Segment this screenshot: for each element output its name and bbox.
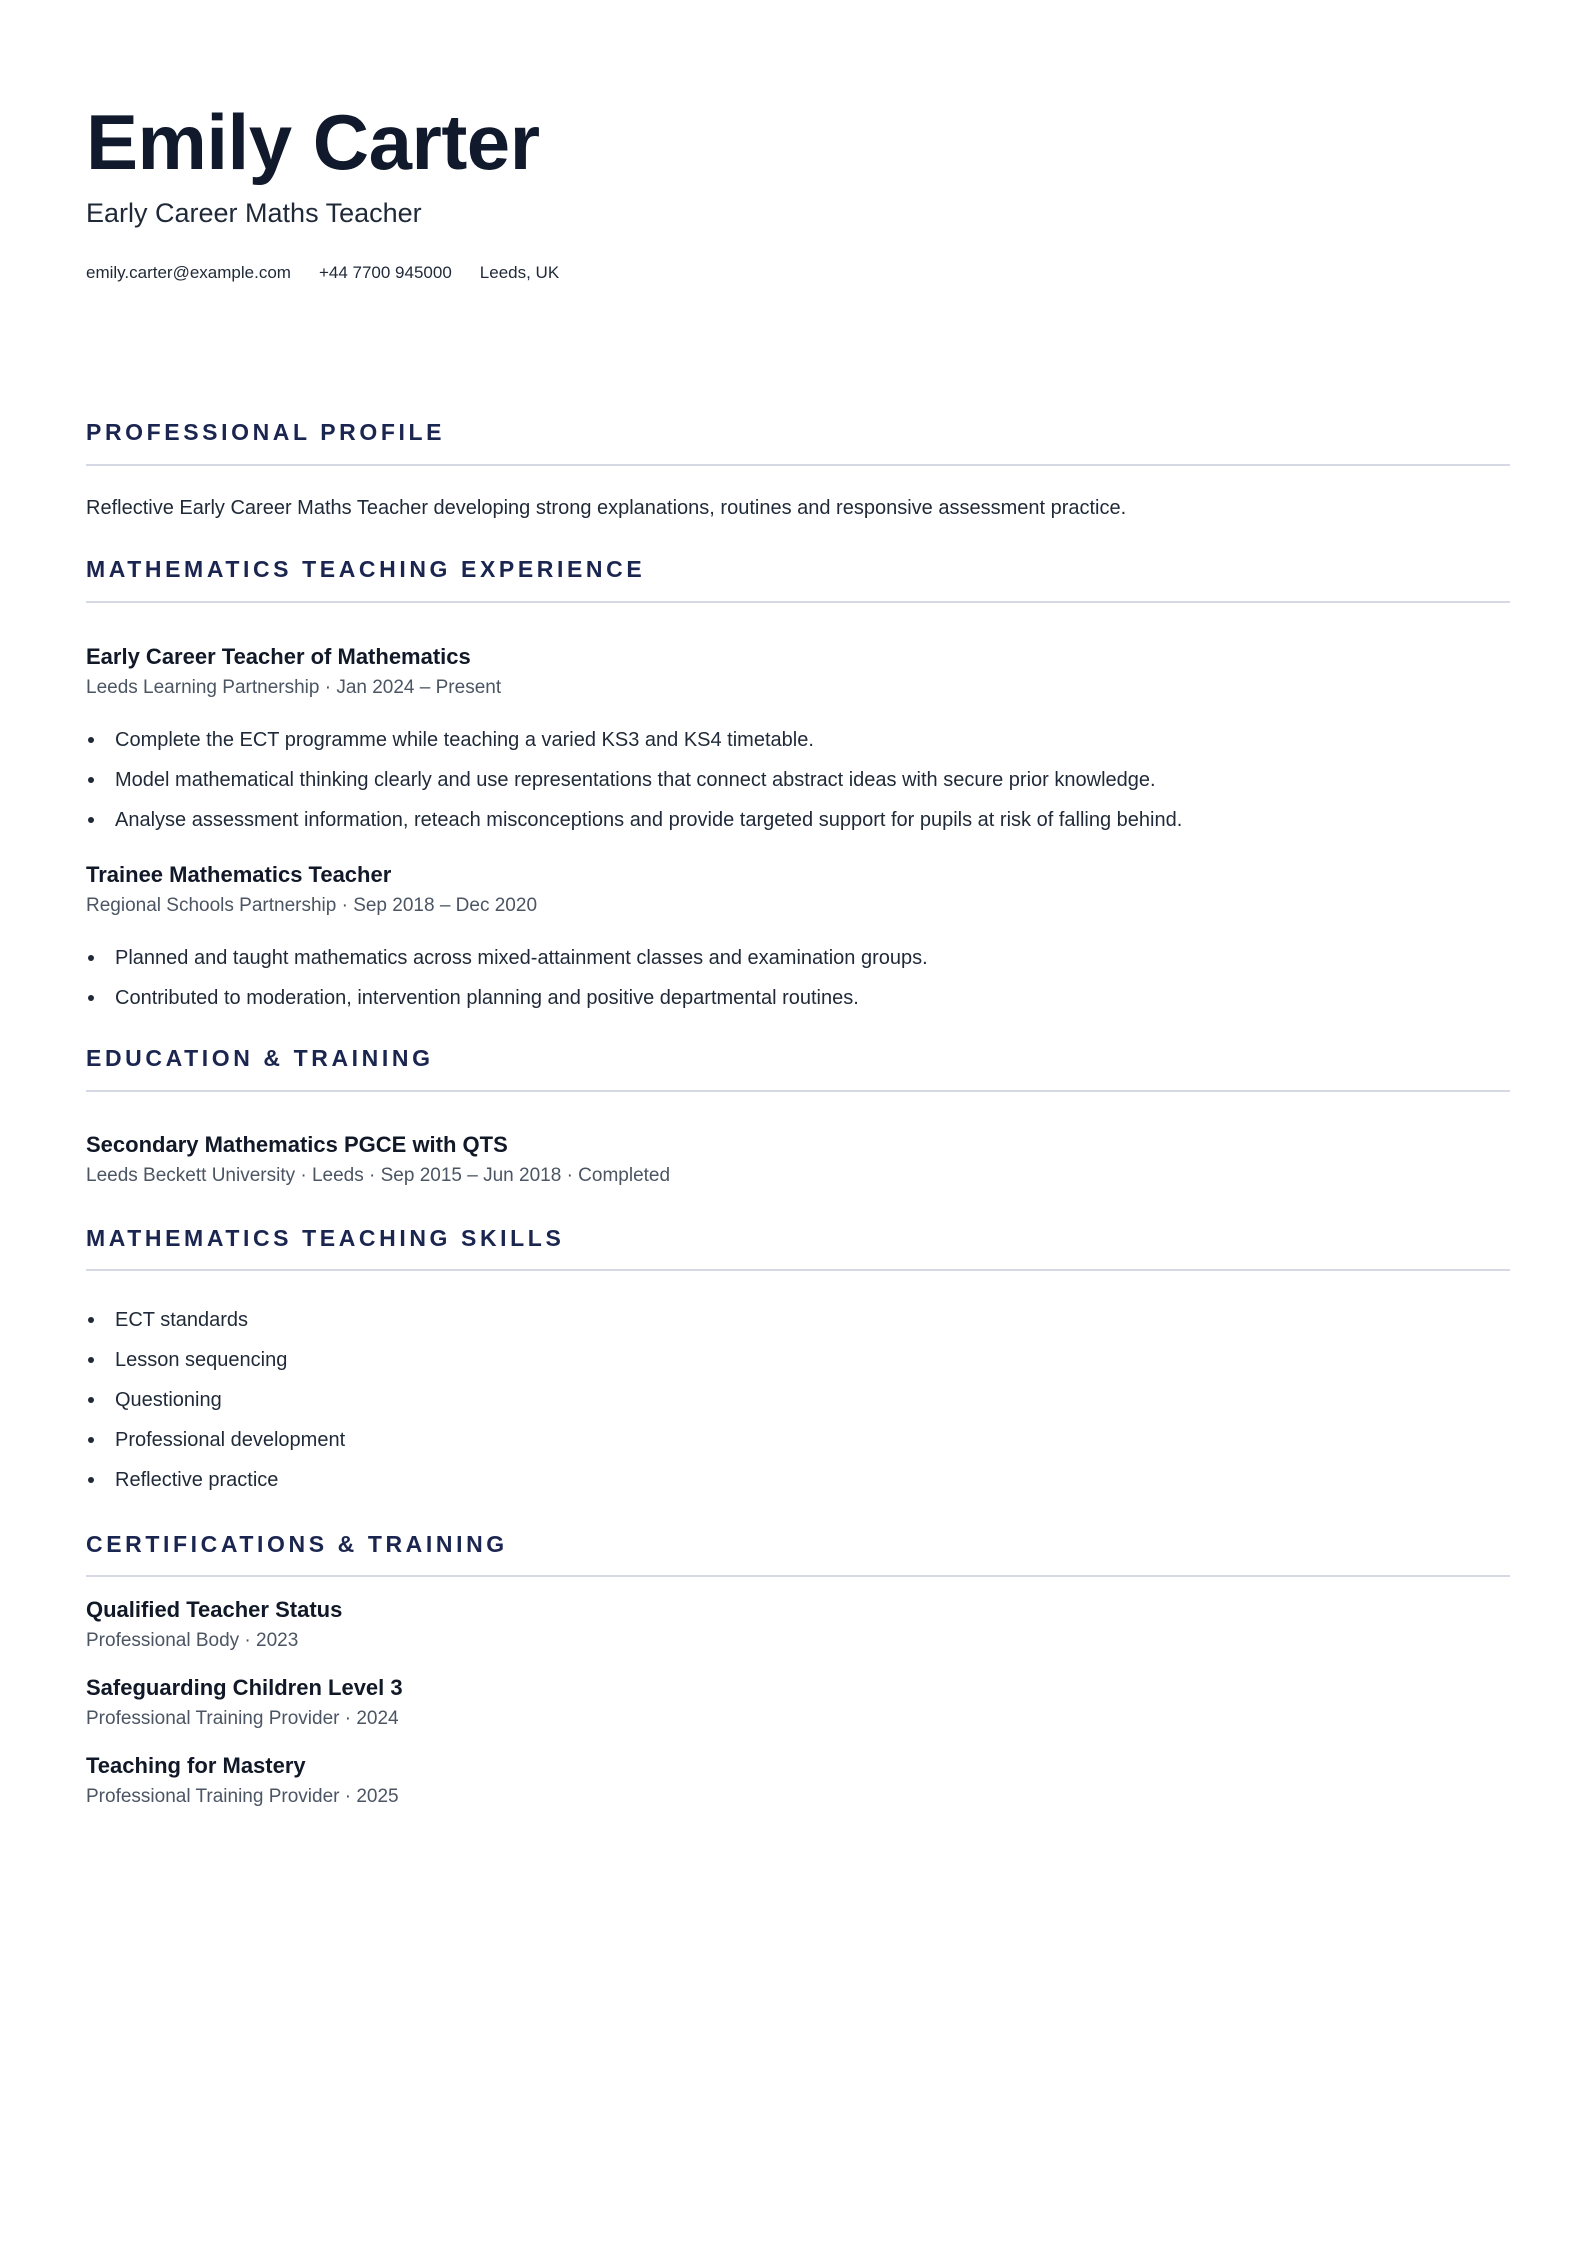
section-divider [86, 601, 1510, 603]
bullet-text: Analyse assessment information, reteach misconceptions and provide targeted support for pupils at risk of falling behind. [115, 809, 1183, 831]
skill-text: Lesson sequencing [115, 1349, 288, 1371]
candidate-title: Early Career Maths Teacher [86, 198, 422, 228]
job-title: Trainee Mathematics Teacher [86, 862, 392, 887]
bullet-icon [88, 995, 94, 1001]
section-heading-skills: MATHEMATICS TEACHING SKILLS [86, 1225, 565, 1251]
bullet-icon [88, 1477, 94, 1483]
skill-text: Questioning [115, 1389, 222, 1411]
list-item [86, 984, 928, 1024]
list-item [86, 806, 1182, 846]
education-details: Leeds Beckett University · Leeds · Sep 2015 – Jun 2018 · Completed [86, 1165, 671, 1186]
job-title: Early Career Teacher of Mathematics [86, 644, 471, 669]
section-divider [86, 1090, 1510, 1092]
contact-row [86, 262, 559, 284]
certification-details: Professional Training Provider · 2025 [86, 1786, 399, 1807]
section-heading-education: EDUCATION & TRAINING [86, 1045, 434, 1071]
list-item [86, 1426, 345, 1466]
contact-email[interactable]: emily.carter@example.com [86, 263, 291, 282]
bullet-icon [88, 955, 94, 961]
section-heading-certifications: CERTIFICATIONS & TRAINING [86, 1531, 508, 1557]
bullet-text: Planned and taught mathematics across mixed-attainment classes and examination groups. [115, 947, 928, 969]
bullet-icon [88, 817, 94, 823]
education-title: Secondary Mathematics PGCE with QTS [86, 1132, 508, 1157]
list-item [86, 1346, 345, 1386]
contact-phone[interactable]: +44 7700 945000 [318, 263, 452, 282]
bullet-icon [88, 737, 94, 743]
certification-details: Professional Body · 2023 [86, 1630, 299, 1651]
skill-text: Professional development [115, 1429, 346, 1451]
certification-details: Professional Training Provider · 2024 [86, 1708, 399, 1729]
list-item [86, 726, 1182, 766]
bullet-icon [88, 1317, 94, 1323]
certification-title: Qualified Teacher Status [86, 1597, 343, 1622]
list-item [86, 1386, 345, 1426]
bullet-text: Contributed to moderation, intervention planning and positive departmental routines. [115, 987, 859, 1009]
certification-title: Safeguarding Children Level 3 [86, 1675, 403, 1700]
bullet-icon [88, 1357, 94, 1363]
job-employer-dates: Regional Schools Partnership · Sep 2018 – Dec 2020 [86, 895, 538, 916]
bullet-text: Complete the ECT programme while teaching a varied KS3 and KS4 timetable. [115, 729, 814, 751]
bullet-icon [88, 1397, 94, 1403]
skill-text: Reflective practice [115, 1469, 279, 1491]
bullet-text: Model mathematical thinking clearly and use representations that connect abstract ideas with secure prior knowledge. [115, 769, 1156, 791]
list-item [86, 944, 928, 984]
candidate-name: Emily Carter [86, 98, 540, 186]
job-employer-dates: Leeds Learning Partnership · Jan 2024 – Present [86, 677, 502, 698]
skills-list [86, 1306, 345, 1506]
contact-location: Leeds, UK [479, 263, 560, 282]
profile-summary: Reflective Early Career Maths Teacher developing strong explanations, routines and responsive assessment practice. [86, 497, 1127, 519]
section-heading-profile: PROFESSIONAL PROFILE [86, 419, 446, 445]
section-divider [86, 1575, 1510, 1577]
job-bullet-list [86, 944, 928, 1024]
list-item [86, 1466, 345, 1506]
section-divider [86, 1269, 1510, 1271]
certification-title: Teaching for Mastery [86, 1753, 306, 1778]
bullet-icon [88, 777, 94, 783]
skill-text: ECT standards [115, 1309, 249, 1331]
section-heading-experience: MATHEMATICS TEACHING EXPERIENCE [86, 556, 646, 582]
list-item [86, 1306, 345, 1346]
bullet-icon [88, 1437, 94, 1443]
section-divider [86, 464, 1510, 466]
list-item [86, 766, 1182, 806]
job-bullet-list [86, 726, 1182, 846]
